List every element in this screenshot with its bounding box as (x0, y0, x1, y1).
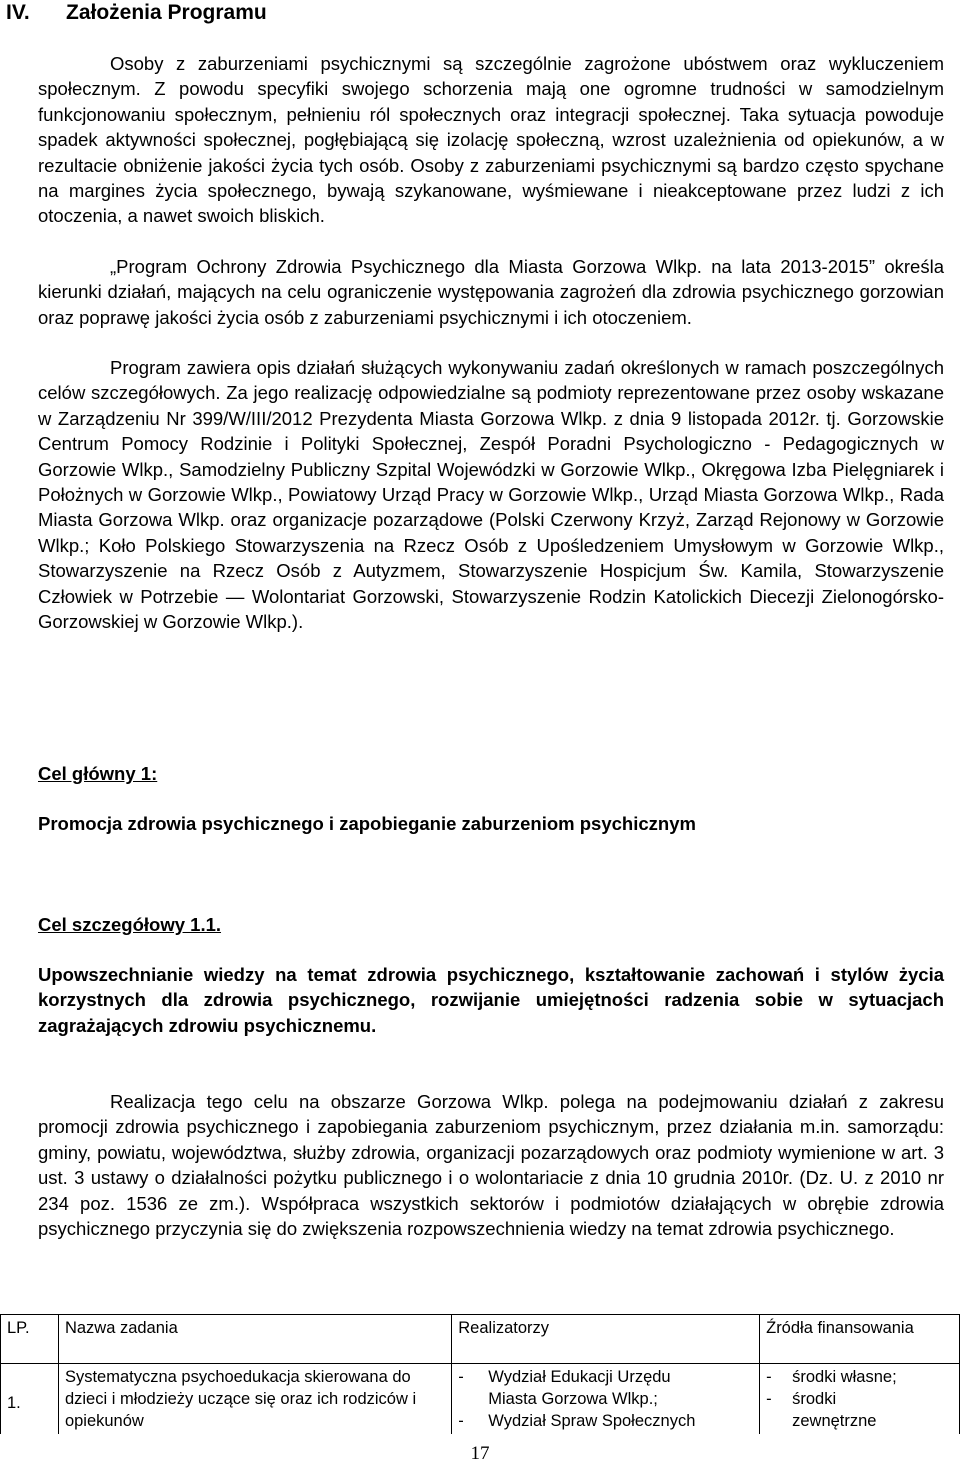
specific-goal-heading: Cel szczegółowy 1.1. (38, 914, 222, 935)
specific-goal-text: Upowszechnianie wiedzy na temat zdrowia psychicznego, kształtowanie zachowań i stylów życia korzystnych dla zdrowia psychicznego, rozwijanie umiejętności radzenia sobie w sytuacjach zagrażających zdrowiu psychicznemu. (38, 964, 944, 1036)
table-header-row (1, 1315, 960, 1364)
paragraph-3: Program zawiera opis działań służących wykonywaniu zadań określonych w ramach poszczególnych celów szczegółowych. Za jego realizację odpowiedzialne są podmioty reprezentowane przez osoby wskazane w Zarządzeniu Nr 399/W/III/2012 Prezydenta Miasta Gorzowa Wlkp. z dnia 9 listopada 2012r. tj. Gorzowskie Centrum Pomocy Rodzinie i Polityki Społecznej, Zespół Poradni Psychologiczno - Pedagogicznych w Gorzowie Wlkp., Samodzielny Publiczny Szpital Wojewódzki w Gorzowie Wlkp., Okręgowa Izba Pielęgniarek i Położnych w Gorzowie Wlkp., Powiatowy Urząd Pracy w Gorzowie Wlkp., Urząd Miasta Gorzowa Wlkp., Rada Miasta Gorzowa Wlkp. oraz organizacje pozarządowe (Polski Czerwony Krzyż, Zarząd Rejonowy w Gorzowie Wlkp.; Koło Polskiego Stowarzyszenia na Rzecz Osób z Upośledzeniem Umysłowym w Gorzowie Wlkp., Stowarzyszenie na Rzecz Osób z Autyzmem, Stowarzyszenie Hospicjum Św. Kamila, Stowarzyszenie Człowiek w Potrzebie — Wolontariat Gorzowski, Stowarzyszenie Rodzin Katolickich Diecezji Zielonogórsko-Gorzowskiej w Gorzowie Wlkp.). (38, 357, 944, 633)
header-lp: LP. (1, 1315, 59, 1364)
implementer-line: - Wydział Spraw Społecznych (458, 1412, 696, 1430)
implementer-line: Miasta Gorzowa Wlkp.; (488, 1390, 658, 1408)
main-goal-heading: Cel główny 1: (38, 763, 158, 784)
header-funding-sources: Źródła finansowania (760, 1315, 960, 1364)
section-title: Założenia Programu (66, 1, 267, 24)
cell-lp: 1. (1, 1364, 59, 1435)
tasks-table (0, 1314, 960, 1434)
section-number: IV. (6, 1, 30, 24)
cell-implementers (452, 1364, 760, 1435)
table-row (1, 1364, 960, 1435)
funding-line: - środki własne; (766, 1368, 897, 1386)
section-heading (6, 0, 267, 26)
cell-task-name: Systematyczna psychoedukacja skierowana do dzieci i młodzieży uczące się oraz ich rodziców i opiekunów (58, 1364, 451, 1435)
paragraph-2: „Program Ochrony Zdrowia Psychicznego dla Miasta Gorzowa Wlkp. na lata 2013-2015” określa kierunki działań, mających na celu ograniczenie występowania zagrożeń dla zdrowia psychicznego gorzowian oraz poprawę jakości życia osób z zaburzeniami psychicznymi i ich otoczeniem. (38, 256, 944, 328)
paragraph-4: Realizacja tego celu na obszarze Gorzowa Wlkp. polega na podejmowaniu działań z zakresu promocji zdrowia psychicznego i zapobiegania zaburzeniom psychicznym, przez działania m.in. samorządu: gminy, powiatu, województwa, służby zdrowia, organizacji pozarządowych oraz podmioty wymienione w art. 3 ust. 3 ustawy o działalności pożytku publicznego i o wolontariacie z dnia 10 grudnia 2010r. (Dz. U. z 2010 nr 234 poz. 1536 ze zm.). Współpraca wszystkich sektorów i podmiotów działających w obrębie zdrowia psychicznego przyczynia się do zwiększenia rozpowszechnienia wiedzy na temat zdrowia psychicznego. (38, 1091, 944, 1240)
cell-funding-sources (760, 1364, 960, 1435)
implementer-line: - Wydział Edukacji Urzędu (458, 1368, 671, 1386)
page-number: 17 (470, 1443, 490, 1464)
funding-line: - środki (766, 1390, 837, 1408)
main-goal-text: Promocja zdrowia psychicznego i zapobieganie zaburzeniom psychicznym (38, 813, 696, 834)
paragraph-1: Osoby z zaburzeniami psychicznymi są szczególnie zagrożone ubóstwem oraz wykluczeniem społecznym. Z powodu specyfiki swojego schorzenia mają one ogromne trudności w samodzielnym funkcjonowaniu społecznym, pełnieniu ról społecznych oraz integracji społecznej. Taka sytuacja powoduje spadek aktywności społecznej, pogłębiającą się izolację społeczną, wzrost uzależnienia od opiekunów, a w rezultacie obniżenie jakości życia tych osób. Osoby z zaburzeniami psychicznymi są bardzo często spychane na margines życia społecznego, bywają szykanowane, wyśmiewane i nieakceptowane przez ludzi z ich otoczenia, a nawet swoich bliskich. (38, 53, 944, 227)
header-task-name: Nazwa zadania (58, 1315, 451, 1364)
header-implementers: Realizatorzy (452, 1315, 760, 1364)
funding-line: zewnętrzne (792, 1412, 877, 1430)
